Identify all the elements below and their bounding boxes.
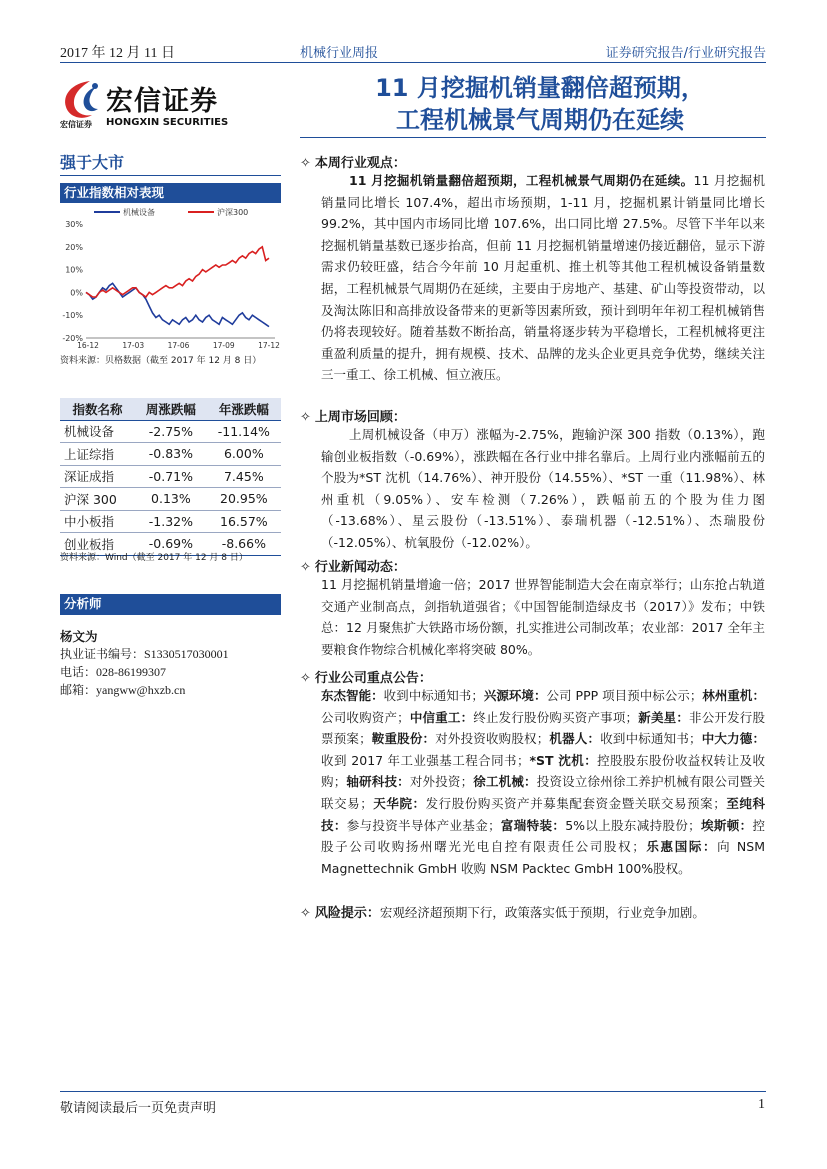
week-change: -2.75% [135,420,207,443]
footer-rule [60,1091,766,1092]
index-table-header [60,398,281,420]
company-name: 徐工机械： [473,774,537,790]
company-name: 中信重工： [409,709,474,725]
section-risk-heading [300,902,705,921]
section-view-heading [300,152,406,171]
index-name: 机械设备 [60,420,135,443]
chart-source: 资料来源：贝格数据（截至 2017 年 12 月 8 日） [60,356,262,366]
company-announcement: 收到 2017 年工业强基工程合同书； [321,752,530,768]
year-change: 20.95% [207,488,281,511]
footer-disclaimer: 敬请阅读最后一页免责声明 [60,1101,217,1116]
report-title-line2: 工程机械景气周期仍在延续 [396,106,684,134]
section-company-title: 行业公司重点公告： [314,671,432,686]
company-announcement: 公司收购资产； [321,709,410,725]
y-tick-label: -10% [62,311,83,321]
company-name: 中大力德： [701,731,765,747]
index-name: 沪深 300 [60,488,135,511]
analyst-phone: 电话：028-86199307 [60,665,166,679]
company-name: 轴研科技： [346,774,410,790]
company-name: 新美星： [638,709,690,725]
series-line [86,247,269,297]
company-announcement: 向 NSM Magnettechnik GmbH 收购 NSM Packtec GmbH 100%股权。 [321,839,765,876]
table-row [60,420,281,443]
industry-rating: 强于大市 [60,153,125,172]
company-announcement: 终止发行股份购买资产事项； [473,709,639,725]
company-name: 林州重机： [702,688,765,703]
report-date: 2017 年 12 月 11 日 [60,46,175,61]
company-announcement: 参与投资半导体产业基金； [346,817,501,833]
index-name: 上证综指 [60,443,135,466]
diamond-icon: ✧ [300,671,311,686]
company-announcement: 发行股份购买资产并募集配套资金暨关联交易预案； [425,795,726,811]
x-tick-label: 17-03 [122,341,145,350]
rating-rule [60,175,281,176]
header-week-change: 周涨跌幅 [135,398,207,420]
company-name: 天华院： [372,795,426,811]
company-name: 机器人： [549,731,601,747]
header-year-change: 年涨跌幅 [207,398,281,420]
index-name: 中小板指 [60,510,135,533]
week-change: -1.32% [135,510,207,533]
section-market-body: 上周机械设备（申万）涨幅为-2.75%，跑输沪深 300 指数（0.13%），跑输创业板指数（-0.69%），涨跌幅在各行业中排名靠后。上周行业内涨幅前五的个股为*ST 沈机（14.76%）、神开股份（14.55%）、*ST 一重（11.98%）、林州重机（9.05%）、安车检测（7.26%），跌幅前五的个股为佳力图（-13.68%）、星云股份（-13.51%）、泰瑞机器（-12.51%）、杰瑞股份（-12.05%）、杭氧股份（-12.02%）。 [321,427,765,550]
table-row [60,488,281,511]
section-company-body [321,685,765,879]
company-announcement: 控股股东股份收益权转让及收购； [321,752,765,790]
diamond-icon: ✧ [300,156,311,171]
year-change: 16.57% [207,510,281,533]
analyst-rule [60,614,281,615]
x-tick-label: 17-06 [167,341,190,350]
company-announcement: 控股子公司收购扬州曙光光电自控有限责任公司股权； [321,817,765,855]
company-announcement: 收到中标通知书； [600,731,702,747]
company-announcement: 对外投资； [409,774,474,790]
table-row [60,443,281,466]
company-announcement: 公司 PPP 项目预中标公示； [546,688,703,703]
section-market-heading [300,406,406,425]
index-table [60,398,281,556]
week-change: -0.83% [135,443,207,466]
section-view-body [321,170,765,386]
week-change: 0.13% [135,488,207,511]
title-rule [300,137,766,138]
view-lead: 11 月挖掘机销量翻倍超预期，工程机械景气周期仍在延续。 [349,173,694,188]
company-name: 鞍重股份： [371,731,436,747]
diamond-icon: ✧ [300,410,311,425]
report-category: 证券研究报告/行业研究报告 [605,46,766,61]
year-change: 6.00% [207,443,281,466]
section-company-heading [300,667,432,686]
logo-swirl-icon [60,77,104,123]
index-name: 创业板指 [60,533,135,556]
company-name: 埃斯顿： [700,817,753,833]
index-chart [60,204,281,352]
report-type: 机械行业周报 [300,46,379,61]
analyst-name: 杨文为 [60,629,98,644]
index-name: 深证成指 [60,465,135,488]
legend-label: 机械设备 [123,208,155,217]
header-index-name: 指数名称 [60,398,135,420]
section-risk-title: 风险提示： [314,906,380,921]
company-name: 乐惠国际： [644,839,718,855]
section-market-title: 上周市场回顾： [314,410,406,425]
index-chart-svg [60,204,281,352]
company-name: 至纯科技： [321,795,765,833]
section-news-heading [300,556,406,575]
logo-en-name: HONGXIN SECURITIES [106,117,229,128]
company-announcement: 5%以上股东减持股份； [565,817,701,833]
section-news-body: 11 月挖掘机销量增逾一倍；2017 世界智能制造大会在南京举行；山东抢占轨道交通产业制高点，剑指轨道强省；《中国智能制造绿皮书（2017）》发布；中铁总：12 月聚焦扩大铁路市场份额，扎实推进公司制改革；农业部：2017 全年主要粮食作物综合机械化率将突破 80%。 [321,577,765,657]
x-tick-label: 17-09 [212,341,235,350]
analyst-license: 执业证书编号：S1330517030001 [60,647,229,661]
company-name: 东杰智能： [321,688,384,703]
header-rule [60,62,766,63]
company-announcement: 对外投资收购股权； [435,731,550,747]
year-change: -8.66% [207,533,281,556]
table-row [60,465,281,488]
y-tick-label: 30% [65,220,83,229]
report-title-line1: 11 月挖掘机销量翻倍超预期， [375,74,705,102]
company-announcement: 非公开发行股票预案； [321,709,765,747]
chart-section-bar: 行业指数相对表现 [60,183,281,203]
risk-body: 宏观经济超预期下行，政策落实低于预期，行业竞争加剧。 [379,905,705,920]
table-row [60,510,281,533]
year-change: 7.45% [207,465,281,488]
view-body: 11 月挖掘机销量同比增长 107.4%，超出市场预期，1-11 月，挖掘机累计销量同比增长 99.2%，其中国内市场同比增 107.6%，出口同比增 27.5%。尽管下半年以来挖掘机销量基数已逐步抬高，但前 11 月挖掘机销量增速仍接近翻倍，显示下游需求仍较旺盛，结合今年前 10 月起重机、推土机等其他工程机械设备销量数据，工程机械景气周期仍在延续，主要由于房地产、基建、矿山等投资带动，以及淘汰陈旧和高排放设备带来的更新等因素所致，预计到明年年初工程机械销售仍将表现较好。随着基数不断抬高，销量将逐步转为平稳增长，工程机械将更注重盈利质量的提升，拥有规模、技术、品牌的龙头企业更具竞争优势，继续关注三一重工、徐工机械、恒立液压。 [321,173,765,383]
company-announcement: 投资设立徐州徐工养护机械有限公司暨关联交易； [321,774,765,811]
series-line [86,283,269,326]
y-tick-label: 0% [70,288,83,298]
section-news-title: 行业新闻动态： [314,560,406,575]
x-tick-label: 16-12 [77,341,99,350]
diamond-icon: ✧ [300,906,311,921]
x-tick-label: 17-12 [258,341,280,350]
year-change: -11.14% [207,420,281,443]
y-tick-label: 20% [65,242,83,252]
diamond-icon: ✧ [300,560,311,575]
y-tick-label: 10% [65,265,83,275]
company-name: 兴源环境： [483,688,547,703]
legend-label: 沪深300 [217,208,249,217]
page-number: 1 [758,1097,765,1112]
company-name: *ST 沈机： [529,752,598,768]
week-change: -0.69% [135,533,207,556]
company-announcement: 收到中标通知书； [383,688,484,703]
week-change: -0.71% [135,465,207,488]
section-view-title: 本周行业观点： [314,156,406,171]
analyst-email: 邮箱：yangww@hxzb.cn [60,683,186,697]
logo-cn-name: 宏信证券 [106,86,218,117]
company-logo [60,75,240,130]
analyst-section-bar: 分析师 [60,594,281,614]
logo-cn-small: 宏信证券 [60,120,92,129]
table-source: 资料来源：Wind（截至 2017 年 12 月 8 日） [60,553,248,563]
company-name: 富瑞特装： [500,817,566,833]
y-tick-label: -20% [62,334,83,343]
